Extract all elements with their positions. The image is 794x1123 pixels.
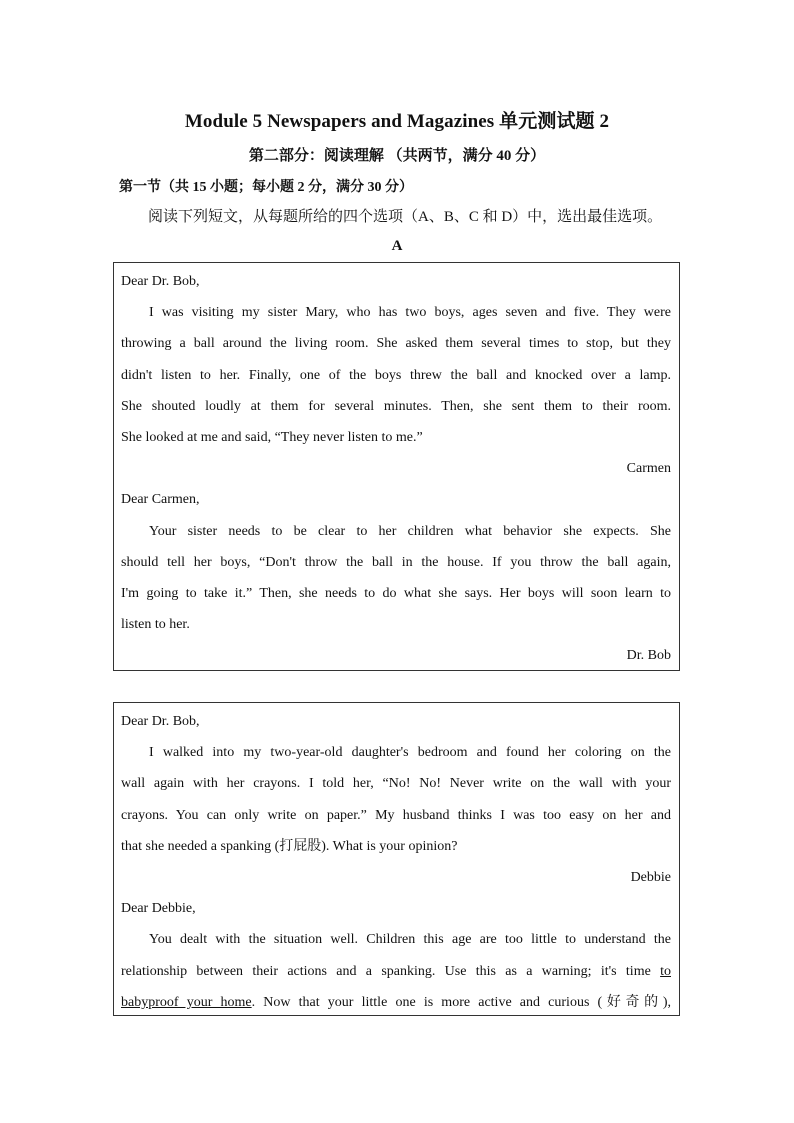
reply1-line: Your sister needs to be clear to her children what behavior she expects. She (149, 523, 671, 539)
reply2-line (121, 956, 671, 987)
reply2-line: You dealt with the situation well. Children this age are too little to understand the (149, 932, 671, 948)
letter1-signature: Carmen (626, 461, 671, 477)
underlined-phrase: babyproof your home (121, 994, 252, 1010)
reply2-line-rest: . Now that your little one is more active and curious (好奇的), (251, 994, 671, 1010)
letter1-greeting: Dear Dr. Bob, (121, 274, 200, 289)
reply1-line: should tell her boys, “Don't throw the ball in the house. If you throw the ball again, (121, 554, 671, 570)
reply1-signature: Dr. Bob (626, 648, 671, 664)
letter2-greeting: Dear Dr. Bob, (121, 714, 200, 729)
letter-box-1 (113, 262, 680, 671)
reply2-line (121, 987, 671, 1018)
letter2-line: that she needed a spanking (打屁股). What is your opinion? (121, 838, 458, 854)
reply2-line-text: relationship between their actions and a spanking. Use this as a warning; it's time (121, 963, 651, 979)
page-title: Module 5 Newspapers and Magazines 单元测试题 2 (184, 111, 610, 132)
letter1-line: She shouted loudly at them for several minutes. Then, she sent them to their room. (121, 398, 671, 414)
reply1-line: listen to her. (121, 617, 190, 633)
letter1-line: She looked at me and said, “They never listen to me.” (121, 429, 423, 445)
letter-box-2 (113, 702, 680, 1016)
reply1-greeting: Dear Carmen, (121, 492, 200, 508)
reply2-greeting: Dear Debbie, (121, 901, 196, 917)
passage-label: A (391, 238, 403, 254)
underlined-phrase-start: to (660, 963, 671, 979)
subsection-heading: 第一节（共 15 小题；每小题 2 分，满分 30 分） (119, 180, 413, 195)
instruction-text: 阅读下列短文，从每题所给的四个选项（A、B、C 和 D）中，选出最佳选项。 (148, 209, 663, 225)
letter2-signature: Debbie (630, 869, 671, 885)
letter2-line: wall again with her crayons. I told her, “No! No! Never write on the wall with your (121, 776, 671, 792)
letter1-line: didn't listen to her. Finally, one of the boys threw the ball and knocked over a lamp. (121, 367, 671, 383)
letter1-line: I was visiting my sister Mary, who has two boys, ages seven and five. They were (149, 305, 671, 321)
letter1-line: throwing a ball around the living room. She asked them several times to stop, but they (121, 336, 671, 352)
section-heading: 第二部分：阅读理解 （共两节，满分 40 分） (248, 148, 546, 164)
reply1-line: I'm going to take it.” Then, she needs to do what she says. Her boys will soon learn to (121, 585, 671, 601)
letter2-line: crayons. You can only write on paper.” My husband thinks I was too easy on her and (121, 807, 671, 823)
letter2-line: I walked into my two-year-old daughter's bedroom and found her coloring on the (149, 745, 671, 761)
